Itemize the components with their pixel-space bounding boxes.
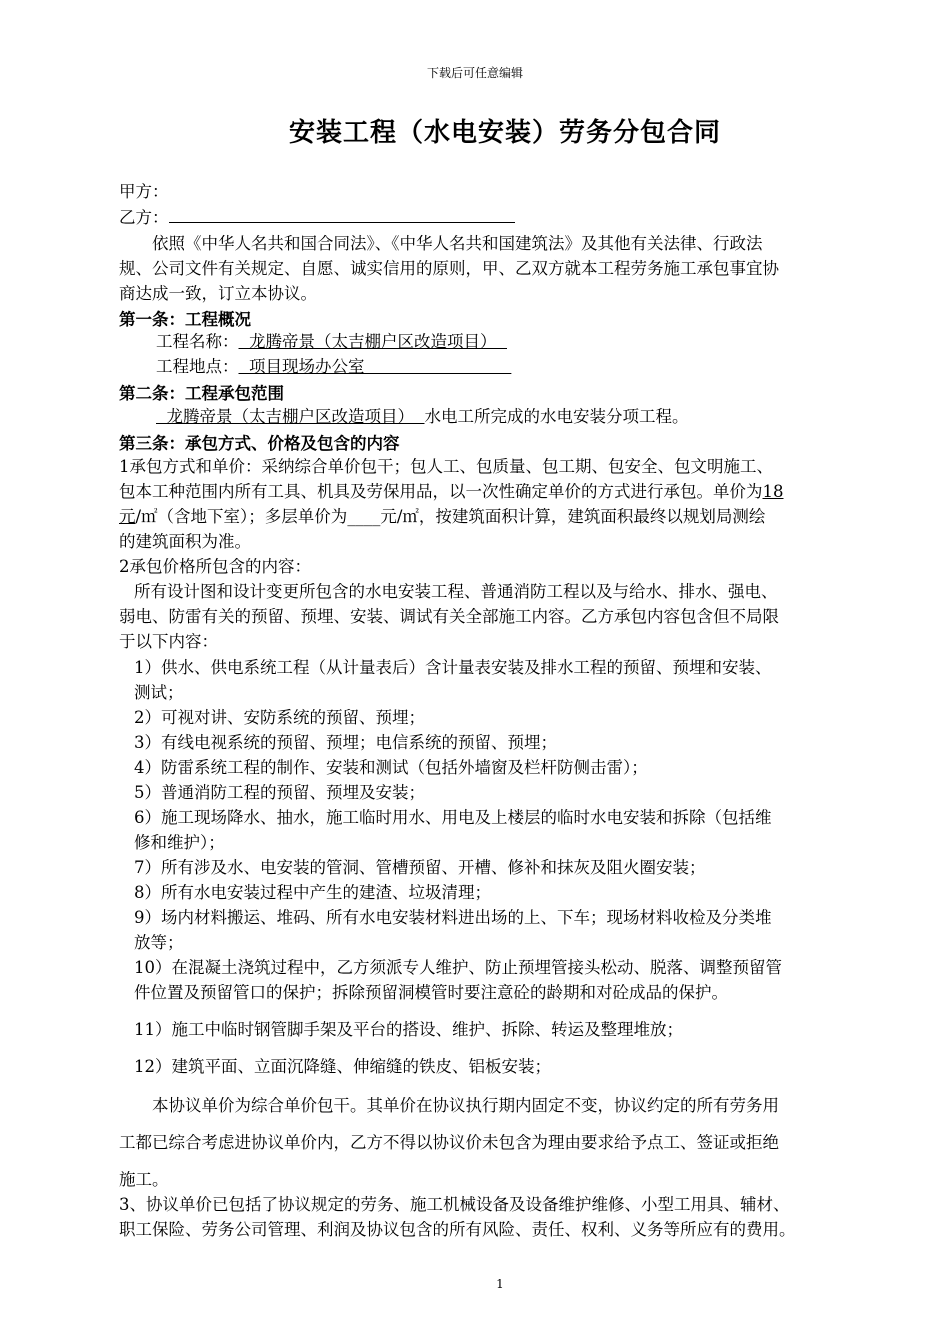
p2-heading: 2承包价格所包含的内容： xyxy=(119,557,311,576)
scope-project: 龙腾帝景（太吉棚户区改造项目） xyxy=(166,407,414,426)
project-name-label: 工程名称： xyxy=(156,332,239,351)
party-a-label: 甲方： xyxy=(119,182,169,201)
p1-line-1: 1承包方式和单价：采纳综合单价包干；包人工、包质量、包工期、包安全、包文明施工、 xyxy=(119,457,773,476)
p3-line-2: 职工保险、劳务公司管理、利润及协议包含的所有风险、责任、权利、义务等所应有的费用。 xyxy=(119,1220,796,1239)
party-b-blank xyxy=(169,206,515,223)
article-2-heading: 第二条：工程承包范围 xyxy=(119,384,284,403)
scope-rest: 水电工所完成的水电安装分项工程。 xyxy=(424,407,689,426)
p2-intro-2: 弱电、防雷有关的预留、预埋、安装、调试有关全部施工内容。乙方承包内容包含但不局限 xyxy=(119,607,779,626)
p1-line-2: 包本工种范围内所有工具、机具及劳保用品，以一次性确定单价的方式进行承包。单价为18 xyxy=(119,482,784,501)
list-item: 8）所有水电安装过程中产生的建渣、垃圾清理； xyxy=(134,883,491,902)
party-b-label: 乙方： xyxy=(119,208,169,227)
page-number: 1 xyxy=(496,1277,504,1291)
multi-storey-price-blank: ____ xyxy=(347,507,381,526)
list-item: 9）场内材料搬运、堆码、所有水电安装材料进出场的上、下车；现场材料收检及分类堆 xyxy=(134,908,772,927)
intro-line-1: 依照《中华人名共和国合同法》、《中华人名共和国建筑法》及其他有关法律、行政法 xyxy=(152,234,763,253)
party-b-row xyxy=(119,206,515,230)
fixed-price-line-3: 施工。 xyxy=(119,1170,169,1189)
list-item: 11）施工中临时钢管脚手架及平台的搭设、维护、拆除、转运及整理堆放； xyxy=(134,1020,683,1039)
article-1-heading: 第一条：工程概况 xyxy=(119,310,251,329)
list-item: 6）施工现场降水、抽水，施工临时用水、用电及上楼层的临时水电安装和拆除（包括维 xyxy=(134,808,772,827)
document-title: 安装工程（水电安装）劳务分包合同 xyxy=(288,118,721,148)
unit-price-value: 18 xyxy=(762,482,784,501)
list-item: 测试； xyxy=(134,683,184,702)
list-item: 1）供水、供电系统工程（从计量表后）含计量表安装及排水工程的预留、预埋和安装、 xyxy=(134,658,772,677)
project-name-value: 龙腾帝景（太吉棚户区改造项目） xyxy=(249,332,497,351)
p2-intro-1: 所有设计图和设计变更所包含的水电安装工程、普通消防工程以及与给水、排水、强电、 xyxy=(134,582,778,601)
p1-line-4: 的建筑面积为准。 xyxy=(119,532,251,551)
project-name-row xyxy=(156,330,507,354)
list-item: 5）普通消防工程的预留、预埋及安装； xyxy=(134,783,425,802)
list-item: 10）在混凝土浇筑过程中，乙方须派专人维护、防止预埋管接头松动、脱落、调整预留管 xyxy=(134,958,782,977)
list-item: 12）建筑平面、立面沉降缝、伸缩缝的铁皮、铝板安装； xyxy=(134,1057,551,1076)
fixed-price-line-1: 本协议单价为综合单价包干。其单价在协议执行期内固定不变，协议约定的所有劳务用 xyxy=(152,1096,779,1115)
p1-line-3: 元/㎡（含地下室）；多层单价为____元/㎡，按建筑面积计算，建筑面积最终以规划局测绘 xyxy=(119,507,766,526)
scope-line xyxy=(156,405,689,429)
list-item: 放等； xyxy=(134,933,184,952)
p2-intro-3: 于以下内容： xyxy=(119,632,218,651)
list-item: 4）防雷系统工程的制作、安装和测试（包括外墙窗及栏杆防侧击雷）； xyxy=(134,758,648,777)
list-item: 件位置及预留管口的保护；拆除预留洞模管时要注意砼的龄期和对砼成品的保护。 xyxy=(134,983,728,1002)
list-item: 2）可视对讲、安防系统的预留、预埋； xyxy=(134,708,425,727)
article-3-heading: 第三条：承包方式、价格及包含的内容 xyxy=(119,434,400,453)
list-item: 7）所有涉及水、电安装的管洞、管槽预留、开槽、修补和抹灰及阻火圈安装； xyxy=(134,858,706,877)
list-item: 修和维护）； xyxy=(134,833,225,852)
page-header: 下载后可任意编辑 xyxy=(426,66,523,80)
p3-line-1: 3、协议单价已包括了协议规定的劳务、施工机械设备及设备维护维修、小型工用具、辅材、 xyxy=(119,1195,790,1214)
project-site-label: 工程地点： xyxy=(156,357,239,376)
project-site-row xyxy=(156,355,511,379)
project-site-value: 项目现场办公室 xyxy=(249,357,365,376)
intro-line-3: 商达成一致，订立本协议。 xyxy=(119,284,317,303)
list-item: 3）有线电视系统的预留、预埋；电信系统的预留、预埋； xyxy=(134,733,557,752)
fixed-price-line-2: 工都已综合考虑进协议单价内，乙方不得以协议价未包含为理由要求给予点工、签证或拒绝 xyxy=(119,1133,779,1152)
unit-price-unit: 元 xyxy=(119,507,136,526)
intro-line-2: 规、公司文件有关规定、自愿、诚实信用的原则，甲、乙双方就本工程劳务施工承包事宜协 xyxy=(119,259,779,278)
